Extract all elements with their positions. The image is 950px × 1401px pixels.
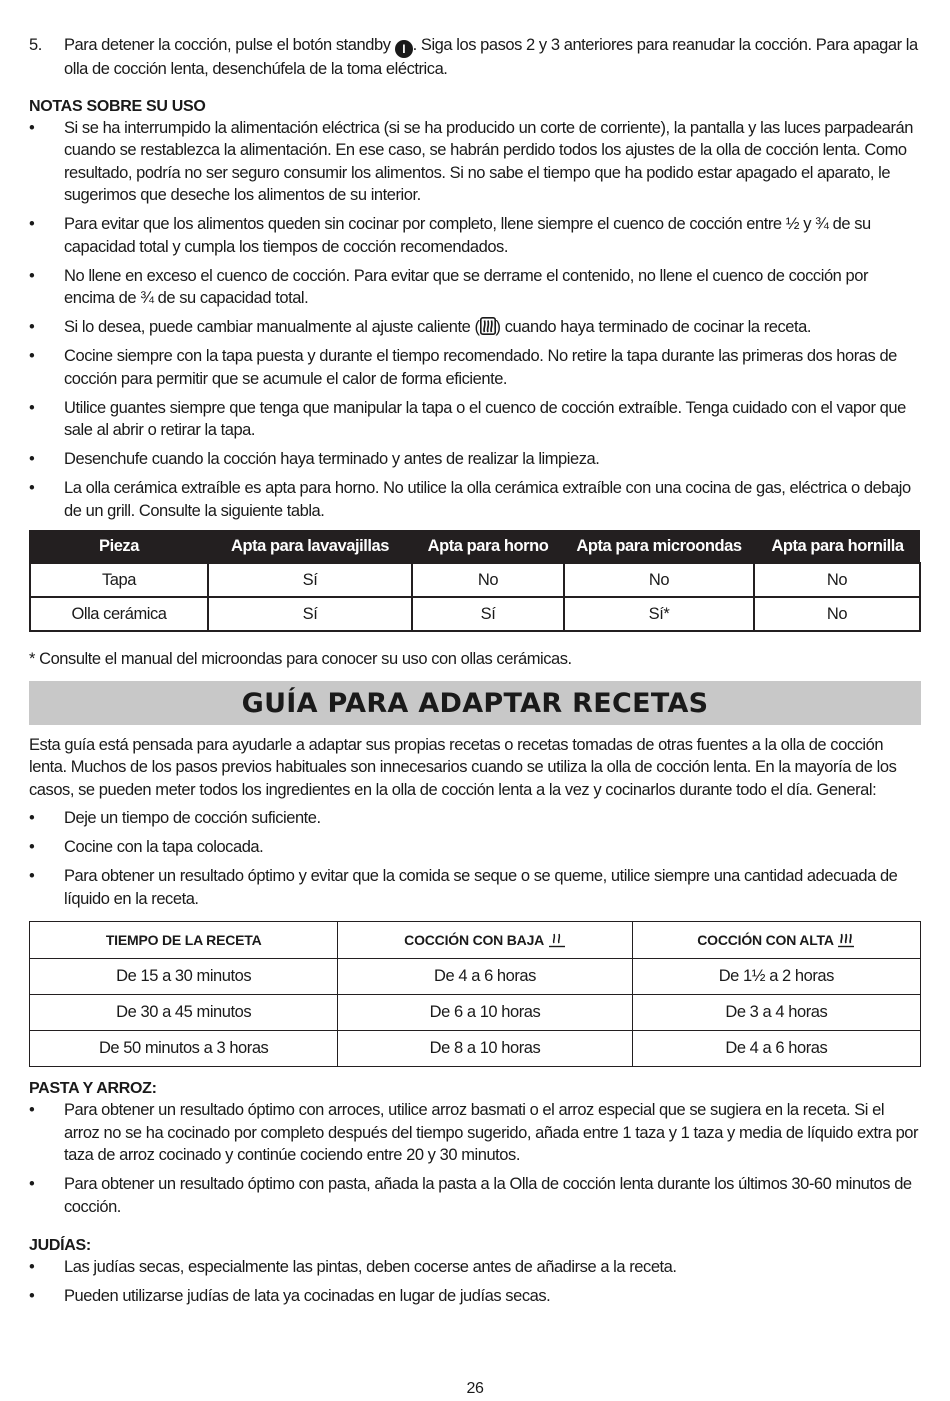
footnote: * Consulte el manual del microondas para conocer su uso con ollas cerámicas.: [29, 650, 572, 668]
table-header-cell: TIEMPO DE LA RECETA: [30, 922, 338, 959]
list-item: • La olla cerámica extraíble es apta para horno. No utilice la olla cerámica extraíble con una cocina de gas, eléctrica o debajo de un grill. Consulte la siguiente tabla.: [29, 479, 911, 520]
table-cell: No: [754, 563, 920, 597]
table-cell: Sí: [208, 597, 412, 631]
notas-list: [29, 117, 921, 523]
list-item: • Si se ha interrumpido la alimentación eléctrica (si se ha producido un corte de corriente), la pantalla y las luces parpadearán cuando se restablezca la alimentación. En ese caso, se habrán perdido todos los ajustes de la olla de cocción lenta. Como resultado, podría no ser seguro consumir los alimentos. Si no sabe el tiempo que ha podido estar apagado el aparato, le sugerimos que deseche los alimentos de su interior.: [29, 118, 914, 204]
compatibility-table: [29, 530, 921, 632]
guia-intro: Esta guía está pensada para ayudarle a adaptar sus propias recetas o recetas tomadas de otras fuentes a la olla de cocción lenta. Muchos de los pasos previos habituales son innecesarios cuando se utiliza la olla de cocción lenta. En la mayoría de los casos, se pueden meter todos los ingredientes en la olla de cocción lenta a la vez y cocinarlos durante todo el día. General:: [29, 735, 897, 799]
heat-high-icon: [837, 932, 855, 948]
table-cell: De 8 a 10 horas: [338, 1031, 632, 1067]
list-item: • Desenchufe cuando la cocción haya terminado y antes de realizar la limpieza.: [29, 450, 600, 468]
table-header-cell: Apta para microondas: [564, 530, 754, 563]
pasta-heading: PASTA Y ARROZ:: [29, 1080, 157, 1097]
guia-list: [29, 807, 921, 910]
table-cell: Sí: [208, 563, 412, 597]
heat-low-icon: [548, 932, 566, 948]
list-item: • Para obtener un resultado óptimo y evitar que la comida se seque o se queme, utilice siempre una cantidad adecuada de líquido en la receta.: [29, 867, 898, 908]
step-5: [29, 34, 921, 81]
list-item: • Cocine siempre con la tapa puesta y durante el tiempo recomendado. No retire la tapa durante las primeras dos horas de cocción para permitir que se acumule el calor de forma eficiente.: [29, 347, 897, 388]
page-number: 26: [466, 1380, 484, 1397]
list-item: • Para obtener un resultado óptimo con arroces, utilice arroz basmati o el arroz especial que se sugiera en la receta. Si el arroz no se ha cocinado por completo después del tiempo sugerido, añada entre 1 taza y 1 taza y media de líquido extra por taza de arroz cocinado y continúe cociendo entre 20 y 30 minutos.: [29, 1101, 919, 1164]
list-item: • No llene en exceso el cuenco de cocción. Para evitar que se derrame el contenido, no llene el cuenco de cocción por encima de ¾ de su capacidad total.: [29, 266, 869, 307]
list-item: • Utilice guantes siempre que tenga que manipular la tapa o el cuenco de cocción extraíble. Tenga cuidado con el vapor que sale al abrir o retirar la tapa.: [29, 398, 906, 439]
table-cell: Sí*: [564, 597, 754, 631]
table-cell: De 1½ a 2 horas: [632, 959, 920, 995]
step-number: 5.: [29, 36, 42, 54]
standby-icon: I: [395, 40, 413, 58]
table-cell: De 30 a 45 minutos: [30, 995, 338, 1031]
step-text: Para detener la cocción, pulse el botón standby I . Siga los pasos 2 y 3 anteriores para reanudar la cocción. Para apagar la olla de cocción lenta, desenchúfela de la toma eléctrica.: [64, 36, 918, 78]
table-cell: No: [412, 563, 564, 597]
table-header-cell: Apta para hornilla: [754, 530, 920, 563]
table-cell: De 6 a 10 horas: [338, 995, 632, 1031]
notas-heading: NOTAS SOBRE SU USO: [29, 97, 206, 115]
table-row: [30, 1031, 921, 1067]
table-header-cell: Apta para horno: [412, 530, 564, 563]
list-item: • Cocine con la tapa colocada.: [29, 838, 264, 856]
table-cell: No: [564, 563, 754, 597]
list-item: • Pueden utilizarse judías de lata ya cocinadas en lugar de judías secas.: [29, 1287, 551, 1305]
list-item: • Para obtener un resultado óptimo con pasta, añada la pasta a la Olla de cocción lenta durante los últimos 30-60 minutos de cocción.: [29, 1175, 912, 1216]
table-header-cell: COCCIÓN CON ALTA: [632, 922, 920, 959]
table-cell: De 4 a 6 horas: [338, 959, 632, 995]
pasta-list: [29, 1099, 921, 1218]
page-content: [29, 34, 921, 1314]
table-cell: Tapa: [30, 563, 208, 597]
table-header-row: [30, 530, 920, 563]
table-cell: Sí: [412, 597, 564, 631]
section-title: GUÍA PARA ADAPTAR RECETAS: [29, 681, 921, 725]
list-item: • Deje un tiempo de cocción suficiente.: [29, 809, 321, 827]
judias-heading: JUDÍAS:: [29, 1237, 91, 1254]
table-row: [30, 959, 921, 995]
table-cell: De 4 a 6 horas: [632, 1031, 920, 1067]
heat-high-icon: [480, 317, 496, 335]
table-row: [30, 597, 920, 631]
table-cell: Olla cerámica: [30, 597, 208, 631]
table-header-cell: Apta para lavavajillas: [208, 530, 412, 563]
table-cell: No: [754, 597, 920, 631]
list-item: • Las judías secas, especialmente las pintas, deben cocerse antes de añadirse a la receta.: [29, 1258, 677, 1276]
table-cell: De 15 a 30 minutos: [30, 959, 338, 995]
list-item: • Para evitar que los alimentos queden sin cocinar por completo, llene siempre el cuenco de cocción entre ½ y ¾ de su capacidad total y cumpla los tiempos de cocción recomendados.: [29, 215, 871, 256]
table-header-cell: COCCIÓN CON BAJA: [338, 922, 632, 959]
table-header-cell: Pieza: [30, 530, 208, 563]
table-cell: De 3 a 4 horas: [632, 995, 920, 1031]
list-item: • Si lo desea, puede cambiar manualmente al ajuste caliente ( ) cuando haya terminado de cocinar la receta.: [29, 318, 811, 336]
cooking-time-table: [29, 921, 921, 1067]
judias-list: [29, 1256, 921, 1308]
table-cell: De 50 minutos a 3 horas: [30, 1031, 338, 1067]
table-row: [30, 563, 920, 597]
table-header-row: [30, 922, 921, 959]
table-row: [30, 995, 921, 1031]
